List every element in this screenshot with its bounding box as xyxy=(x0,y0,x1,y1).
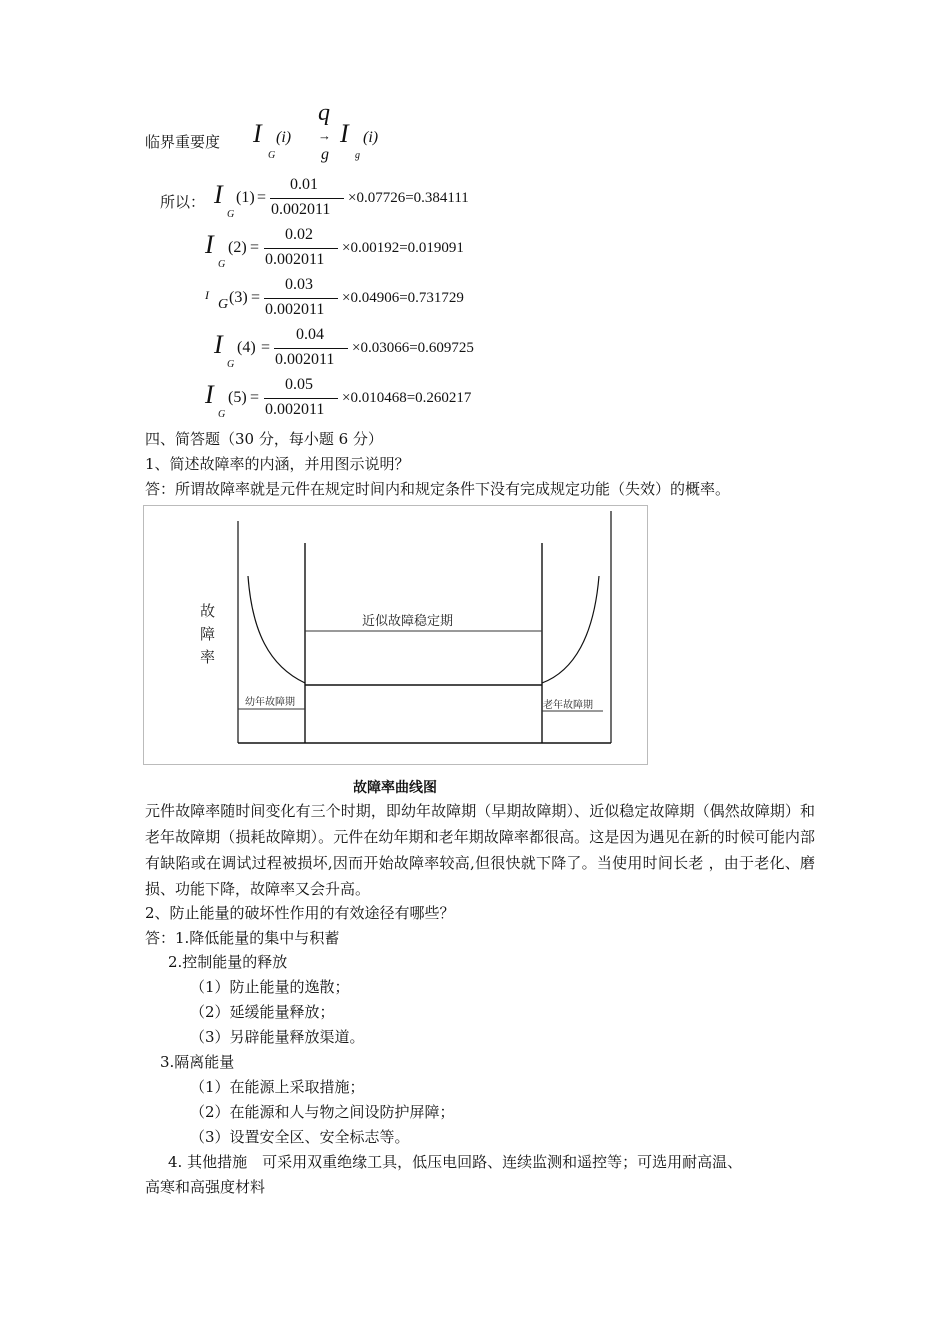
fraction-bar xyxy=(264,398,338,399)
equation-I: I xyxy=(205,288,209,302)
answer-2-line-2b: （2）延缓能量释放； xyxy=(190,1003,335,1021)
equation-denominator: 0.002011 xyxy=(275,351,335,368)
equation-result: ×0.03066=0.609725 xyxy=(352,340,474,356)
equation-equals: = xyxy=(250,239,260,256)
equation-equals: = xyxy=(250,389,260,406)
equation-I: I xyxy=(214,330,223,359)
stable-period-label: 近似故障稳定期 xyxy=(362,614,454,629)
equation-denominator: 0.002011 xyxy=(265,301,325,318)
equation-result: ×0.010468=0.260217 xyxy=(342,390,472,406)
formula-g-subscript: g xyxy=(355,150,360,161)
equation-index: (5) xyxy=(228,389,247,406)
y-label-char-1: 故 xyxy=(200,602,216,620)
answer-2-line-4b: 高寒和高强度材料 xyxy=(145,1178,266,1196)
answer-2-line-1: 答：1.降低能量的集中与积蓄 xyxy=(145,929,340,947)
answer-1: 答：所谓故障率就是元件在规定时间内和规定条件下没有完成规定功能（失效）的概率。 xyxy=(145,480,731,498)
equation-index: (1) xyxy=(236,189,255,206)
fraction-bar xyxy=(274,348,348,349)
section-title: 四、简答题（30 分，每小题 6 分） xyxy=(145,430,383,448)
equation-index: (4) xyxy=(237,339,256,356)
equation-denominator: 0.002011 xyxy=(265,401,325,418)
equation-equals: = xyxy=(257,189,267,206)
equation-result: ×0.00192=0.019091 xyxy=(342,240,464,256)
equation-I: I xyxy=(205,380,214,409)
equation-index: (2) xyxy=(228,239,247,256)
formula-I-symbol: I xyxy=(253,119,262,148)
answer-2-line-2c: （3）另辟能量释放渠道。 xyxy=(190,1028,365,1046)
formula-arrow: → xyxy=(318,128,331,143)
question-1: 1、简述故障率的内涵，并用图示说明？ xyxy=(145,455,410,473)
equation-denominator: 0.002011 xyxy=(271,201,331,218)
formula-arg-i-2: (i) xyxy=(363,129,379,146)
equation-numerator: 0.04 xyxy=(296,326,324,343)
failure-rate-figure xyxy=(143,505,648,765)
early-failure-curve xyxy=(248,576,305,683)
question-2: 2、防止能量的破坏性作用的有效途径有哪些？ xyxy=(145,904,455,922)
failure-rate-diagram xyxy=(144,506,647,764)
equation-denominator: 0.002011 xyxy=(265,251,325,268)
equation-equals: = xyxy=(261,339,271,356)
equation-prefix: 所以： xyxy=(160,193,206,211)
equation-numerator: 0.05 xyxy=(285,376,313,393)
equation-numerator: 0.03 xyxy=(285,276,313,293)
formula-I-symbol-2: I xyxy=(340,119,349,148)
equation-G: G xyxy=(218,409,226,420)
explanation-paragraph: 元件故障率随时间变化有三个时期，即幼年故障期（早期故障期）、近似稳定故障期（偶然故障期）和老年故障期（损耗故障期）。元件在幼年期和老年期故障率都很高。这是因为遇见在新的时候可能内部有缺陷或在调试过程被损坏,因而开始故障率较高,但很快就下降了。当使用时间长老 ，由于老化、磨损、功能下降，故障率又会升高。 xyxy=(145,802,815,898)
answer-2-line-4: 4. 其他措施 可采用双重绝缘工具，低压电回路、连续监测和遥控等；可选用耐高温、 xyxy=(168,1153,743,1171)
formula-q: q xyxy=(318,100,330,126)
equation-I: I xyxy=(205,230,214,259)
wearout-failure-curve xyxy=(542,576,599,683)
answer-2-line-3c: （3）设置安全区、安全标志等。 xyxy=(190,1128,410,1146)
equation-result: ×0.04906=0.731729 xyxy=(342,290,464,306)
answer-2-line-3b: （2）在能源和人与物之间设防护屏障； xyxy=(190,1103,455,1121)
equation-numerator: 0.01 xyxy=(290,176,318,193)
formula-G-subscript: G xyxy=(268,150,276,161)
equation-G: G xyxy=(218,259,226,270)
answer-2-line-2a: （1）防止能量的逸散； xyxy=(190,978,350,996)
wearout-period-label: 老年故障期 xyxy=(543,700,593,711)
formula-g: g xyxy=(321,146,329,163)
fraction-bar xyxy=(264,298,338,299)
equation-result: ×0.07726=0.384111 xyxy=(348,190,469,206)
equation-I: I xyxy=(214,180,223,209)
critical-importance-label: 临界重要度 xyxy=(145,133,221,151)
equation-G: G xyxy=(227,359,235,370)
y-label-char-2: 障 xyxy=(200,625,216,643)
equation-numerator: 0.02 xyxy=(285,226,313,243)
early-period-label: 幼年故障期 xyxy=(245,697,295,708)
answer-2-line-3: 3.隔离能量 xyxy=(160,1053,235,1071)
answer-2-line-3a: （1）在能源上采取措施； xyxy=(190,1078,365,1096)
figure-caption: 故障率曲线图 xyxy=(353,780,437,796)
equation-G: G xyxy=(227,209,235,220)
equation-equals: = xyxy=(251,289,261,306)
equation-index: (3) xyxy=(229,289,248,306)
answer-2-line-2: 2.控制能量的释放 xyxy=(168,953,288,971)
equation-G: G xyxy=(218,297,229,312)
fraction-bar xyxy=(264,248,338,249)
fraction-bar xyxy=(270,198,344,199)
formula-arg-i: (i) xyxy=(276,129,292,146)
y-label-char-3: 率 xyxy=(200,648,216,666)
